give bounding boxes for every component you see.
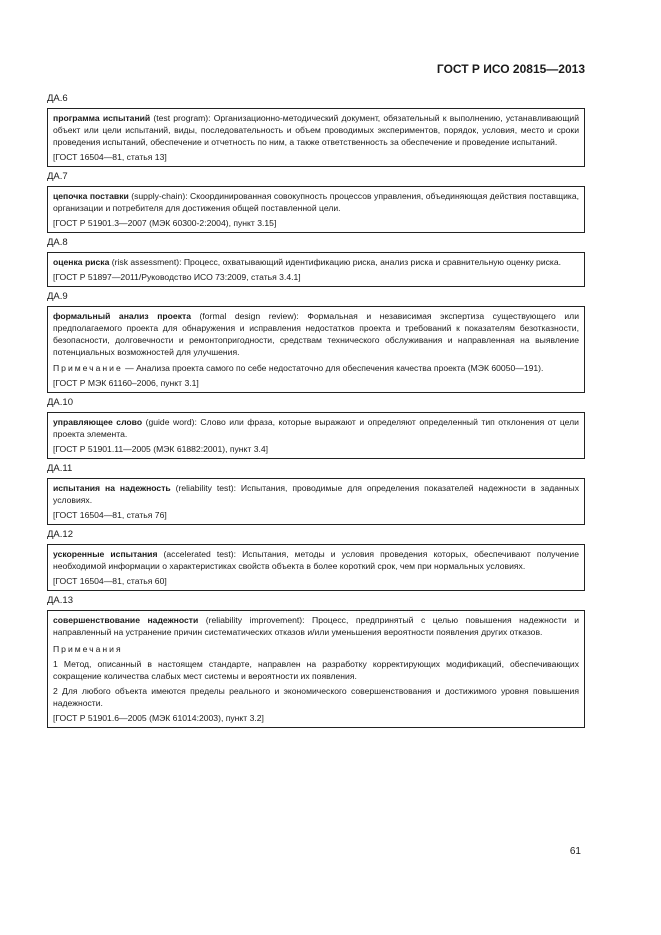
term: программа испытаний — [53, 113, 151, 123]
entry-id: ДА.8 — [47, 237, 68, 248]
page-number: 61 — [569, 846, 581, 857]
entry-id: ДА.7 — [47, 171, 68, 182]
note-item: 2 Для любого объекта имеются пределы реального и экономического совершенствования и достижимого уровня повышения надежности. — [53, 686, 579, 708]
document-code-header: ГОСТ Р ИСО 20815—2013 — [436, 62, 585, 76]
definition-body: (guide word): Слово или фраза, которые выражают и определяют определенный тип отклонения от цели проекта элемента. — [53, 417, 579, 439]
source-reference: [ГОСТ 16504—81, статья 13] — [53, 152, 167, 162]
definition-text — [53, 190, 579, 214]
definition-text — [53, 548, 579, 572]
source-reference: [ГОСТ Р 51901.3—2007 (МЭК 60300-2:2004), пункт 3.15] — [53, 218, 277, 228]
entry-id: ДА.9 — [47, 291, 68, 302]
note-text: — Анализа проекта самого по себе недостаточно для обеспечения качества проекта (МЭК 60050—191). — [122, 363, 544, 373]
definition-box — [47, 478, 585, 525]
source-reference: [ГОСТ Р 51901.11—2005 (МЭК 61882:2001), пункт 3.4] — [53, 444, 269, 454]
source-reference: [ГОСТ 16504—81, статья 60] — [53, 576, 167, 586]
term: управляющее слово — [53, 417, 143, 427]
term: оценка риска — [53, 257, 110, 267]
entry-id: ДА.13 — [47, 595, 73, 606]
definition-text — [53, 112, 579, 148]
term: совершенствование надежности — [53, 615, 199, 625]
definition-box — [47, 306, 585, 393]
entry-id: ДА.12 — [47, 529, 73, 540]
definition-box — [47, 610, 585, 728]
term: ускоренные испытания — [53, 549, 158, 559]
source-reference: [ГОСТ Р МЭК 61160–2006, пункт 3.1] — [53, 378, 199, 388]
definition-body: (risk assessment): Процесс, охватывающий идентификацию риска, анализ риска и сравнительную оценку риска. — [109, 257, 562, 267]
definition-body: (supply-chain): Скоординированная совокупность процессов управления, объединяющая действия поставщика, организации и потребителя для достижения общей поставленной цели. — [53, 191, 579, 213]
definition-box — [47, 252, 585, 287]
definition-body: (reliability improvement): Процесс, предпринятый с целью повышения надежности и направленный на устранение причин систематических отказов и/или уменьшения вероятности появления других отказов. — [53, 615, 580, 637]
definitions-list — [47, 93, 585, 732]
entry-id: ДА.6 — [47, 93, 68, 104]
definition-text — [53, 256, 579, 268]
notes-heading: Примечания — [53, 644, 123, 654]
definition-text — [53, 310, 579, 358]
source-reference: [ГОСТ 16504—81, статья 76] — [53, 510, 167, 520]
definition-box — [47, 544, 585, 591]
definition-box — [47, 108, 585, 167]
term: цепочка поставки — [53, 191, 129, 201]
source-reference: [ГОСТ Р 51897—2011/Руководство ИСО 73:2009, статья 3.4.1] — [53, 272, 301, 282]
definition-body: (test program): Организационно-методический документ, обязательный к выполнению, устанавливающий объект или цели испытаний, виды, последовательность и объем проводимых экспериментов, порядок, условия, место и сроки проведения испытаний, обеспечение и отчетность по ним, а также ответственность за обеспечение и проведение испытаний. — [53, 113, 580, 147]
definition-text — [53, 614, 579, 638]
definition-box — [47, 186, 585, 233]
term: формальный анализ проекта — [53, 311, 191, 321]
note — [53, 362, 579, 374]
definition-body: (formal design review): Формальная и независимая экспертиза существующего или предполагаемого проекта для обнаружения и исправления недостатков проекта и требований к показателям безотказности, безопасности, долговечности и ремонтопригодности, средствам технического обслуживания и направленная на выявление потенциальных возможностей для улучшения. — [53, 311, 579, 357]
definition-box — [47, 412, 585, 459]
term: испытания на надежность — [53, 483, 171, 493]
definition-text — [53, 416, 579, 440]
source-reference: [ГОСТ Р 51901.6—2005 (МЭК 61014:2003), пункт 3.2] — [53, 713, 264, 723]
entry-id: ДА.10 — [47, 397, 73, 408]
definition-body: (reliability test): Испытания, проводимые для определения показателей надежности в заданных условиях. — [53, 483, 579, 505]
note-label: Примечание — [53, 363, 123, 373]
definition-text — [53, 482, 579, 506]
entry-id: ДА.11 — [47, 463, 73, 474]
definition-body: (accelerated test): Испытания, методы и условия проведения которых, обеспечивают получение необходимой информации о характеристиках свойств объекта в более короткий срок, чем при нормальных условиях. — [53, 549, 579, 571]
note-item: 1 Метод, описанный в настоящем стандарте, направлен на разработку корректирующих модификаций, обеспечивающих сокращение количества слабых мест системы и вероятности их появления. — [53, 659, 579, 681]
